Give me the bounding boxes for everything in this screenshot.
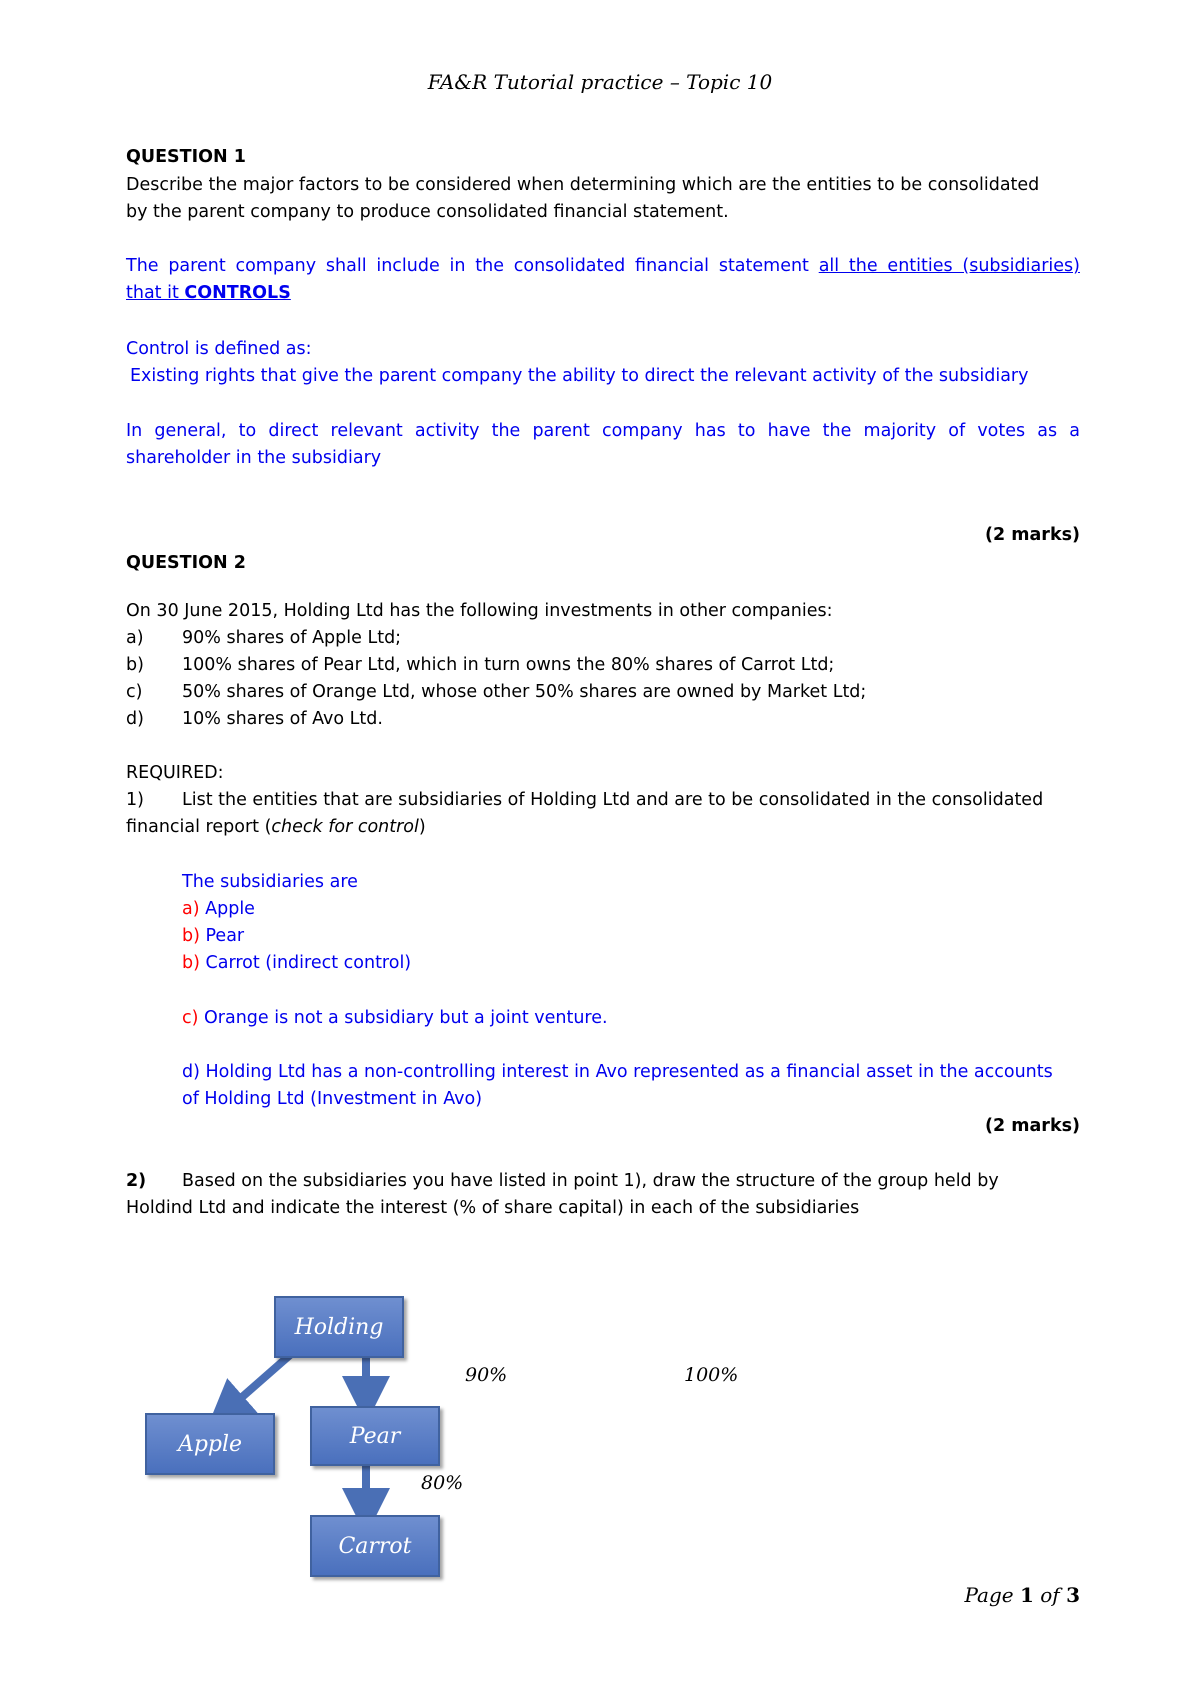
page-number xyxy=(965,1583,1081,1607)
required-2-text: Based on the subsidiaries you have listed in point 1), draw the structure of the group held by xyxy=(182,1171,999,1191)
control-definition-heading: Control is defined as: xyxy=(126,339,312,359)
control-definition-text: Existing rights that give the parent company the ability to direct the relevant activity of the subsidiary xyxy=(130,366,1029,386)
required-1-text: List the entities that are subsidiaries of Holding Ltd and are to be consolidated in the consolidated xyxy=(182,790,1044,810)
required-1-text-post: ) xyxy=(418,817,426,837)
orange-letter: c) xyxy=(182,1008,199,1028)
general-line-2: shareholder in the subsidiary xyxy=(126,448,382,468)
required-heading: REQUIRED: xyxy=(126,763,224,783)
item-letter: a) xyxy=(126,628,144,648)
question-1-prompt-line-1: Describe the major factors to be considered when determining which are the entities to be consolidated xyxy=(126,175,1040,195)
node-carrot xyxy=(310,1515,440,1577)
page-current: 1 xyxy=(1019,1583,1034,1607)
question-2-heading: QUESTION 2 xyxy=(126,553,246,573)
question-2-marks: (2 marks) xyxy=(985,1116,1080,1136)
required-1-italic: check for control xyxy=(271,817,419,837)
pear-percentage: 100% xyxy=(684,1364,739,1386)
q1-answer-that-it: that it xyxy=(126,283,179,303)
subsidiaries-heading: The subsidiaries are xyxy=(182,872,358,892)
item-text: 50% shares of Orange Ltd, whose other 50% shares are owned by Market Ltd; xyxy=(182,682,867,702)
question-1-prompt-line-2: by the parent company to produce consolidated financial statement. xyxy=(126,202,729,222)
node-apple xyxy=(145,1413,275,1475)
q1-answer-underlined: all the entities (subsidiaries) xyxy=(818,256,1080,276)
general-line-1: In general, to direct relevant activity the parent company has to have the majority of votes as a xyxy=(126,421,1080,441)
arrow-holding-to-apple xyxy=(225,1355,290,1412)
subsidiary-name: Pear xyxy=(199,926,245,946)
subsidiary-letter: a) xyxy=(182,899,200,919)
item-letter: c) xyxy=(126,682,143,702)
question-1-heading: QUESTION 1 xyxy=(126,147,246,167)
node-pear-label: Pear xyxy=(349,1423,401,1449)
subsidiary-letter: b) xyxy=(182,953,200,973)
question-2-intro: On 30 June 2015, Holding Ltd has the following investments in other companies: xyxy=(126,601,833,621)
required-1-text-pre: financial report ( xyxy=(126,817,272,837)
required-2-number: 2) xyxy=(126,1171,147,1191)
item-letter: d) xyxy=(126,709,144,729)
q1-answer-controls: CONTROLS xyxy=(184,283,291,303)
subsidiary-letter: b) xyxy=(182,926,200,946)
q1-answer-text: The parent company shall include in the consolidated financial statement xyxy=(126,256,809,276)
required-1-number: 1) xyxy=(126,790,144,810)
page-header: FA&R Tutorial practice – Topic 10 xyxy=(427,70,773,94)
node-apple-label: Apple xyxy=(177,1431,243,1457)
orange-text: Orange is not a subsidiary but a joint venture. xyxy=(198,1008,608,1028)
item-text: 100% shares of Pear Ltd, which in turn owns the 80% shares of Carrot Ltd; xyxy=(182,655,835,675)
node-pear xyxy=(310,1406,440,1466)
avo-note-line-2: of Holding Ltd (Investment in Avo) xyxy=(182,1089,483,1109)
of-word: of xyxy=(1040,1583,1060,1607)
subsidiary-name: Carrot (indirect control) xyxy=(199,953,412,973)
item-letter: b) xyxy=(126,655,144,675)
page-total: 3 xyxy=(1066,1583,1080,1607)
avo-note-line-1: d) Holding Ltd has a non-controlling interest in Avo represented as a financial asset in the accounts xyxy=(182,1062,1053,1082)
item-text: 90% shares of Apple Ltd; xyxy=(182,628,402,648)
apple-percentage: 90% xyxy=(465,1364,508,1386)
carrot-percentage: 80% xyxy=(421,1472,464,1494)
item-text: 10% shares of Avo Ltd. xyxy=(182,709,383,729)
node-holding xyxy=(274,1296,404,1358)
question-1-marks: (2 marks) xyxy=(985,525,1080,545)
page-word: Page xyxy=(964,1583,1014,1607)
node-holding-label: Holding xyxy=(294,1314,384,1340)
node-carrot-label: Carrot xyxy=(338,1533,412,1559)
required-2-line-2: Holdind Ltd and indicate the interest (% of share capital) in each of the subsidiaries xyxy=(126,1198,860,1218)
subsidiary-name: Apple xyxy=(199,899,255,919)
